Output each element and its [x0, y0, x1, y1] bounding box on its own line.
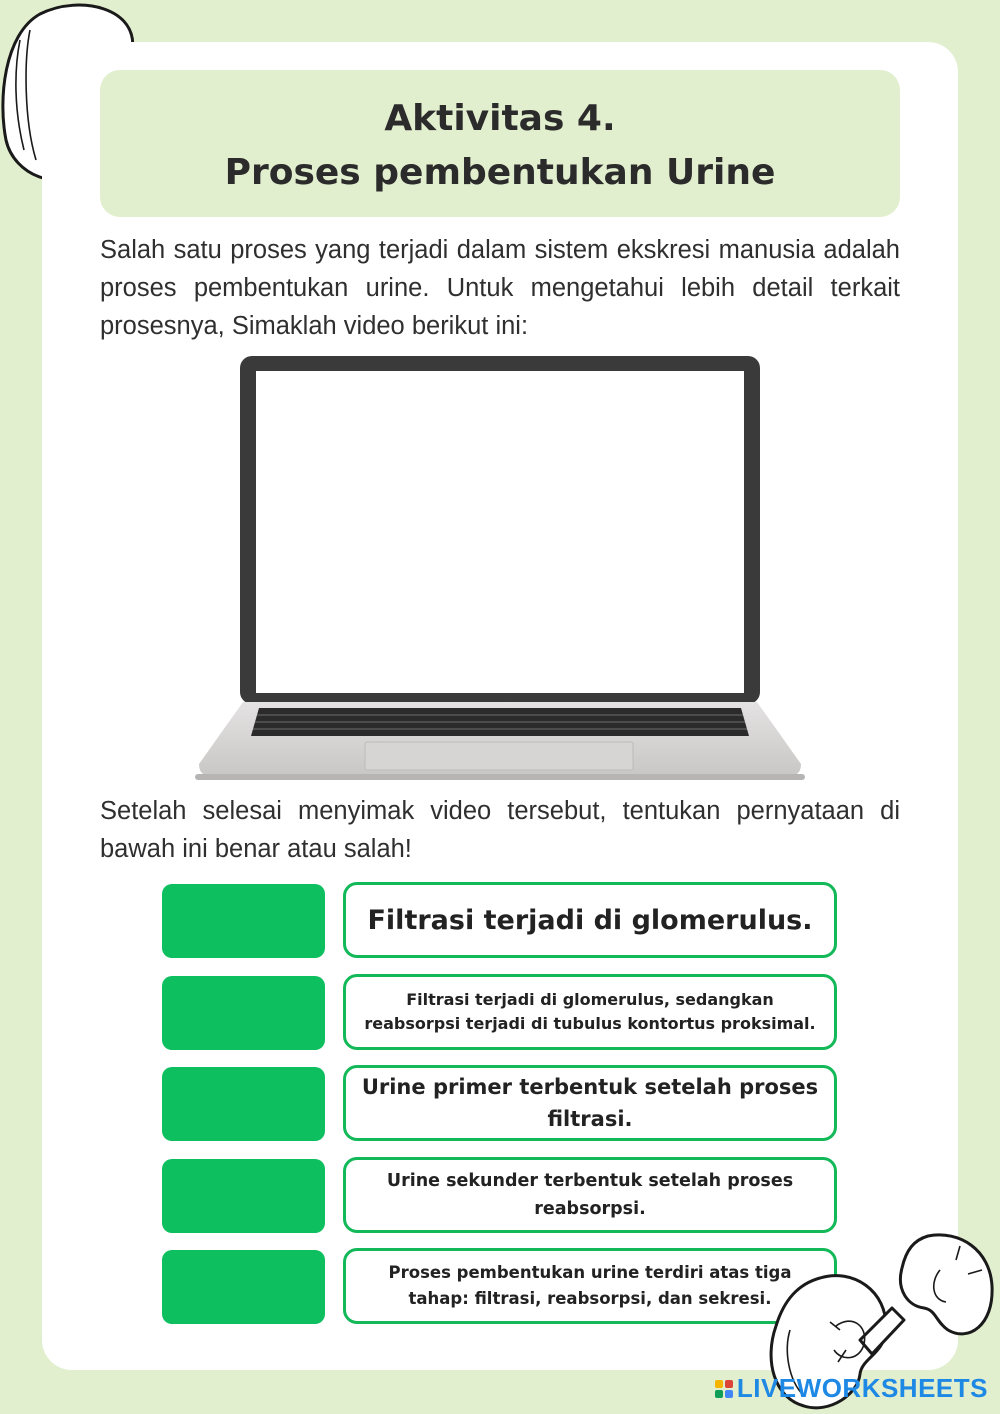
statement-4: Urine sekunder terbentuk setelah proses reabsorpsi. [343, 1157, 837, 1233]
statement-3: Urine primer terbentuk setelah proses filtrasi. [343, 1065, 837, 1141]
activity-title: Proses pembentukan Urine [224, 152, 776, 193]
intro-paragraph: Salah satu proses yang terjadi dalam sistem ekskresi manusia adalah proses pembentukan urine. Untuk mengetahui lebih detail terkait prosesnya, Simaklah video berikut ini: [100, 236, 900, 340]
answer-box-3[interactable] [162, 1067, 325, 1141]
answer-box-1[interactable] [162, 884, 325, 958]
instruction-paragraph: Setelah selesai menyimak video tersebut, tentukan pernyataan di bawah ini benar atau salah! [100, 797, 900, 863]
brand-name: LIVEWORKSHEETS [736, 1373, 988, 1403]
statement-2: Filtrasi terjadi di glomerulus, sedangkan reabsorpsi terjadi di tubulus kontortus proksimal. [343, 974, 837, 1050]
video-screen[interactable] [256, 371, 744, 693]
laptop-video-frame [195, 356, 805, 784]
statement-5: Proses pembentukan urine terdiri atas tiga tahap: filtrasi, reabsorpsi, dan sekresi. [343, 1248, 837, 1324]
liveworksheets-logo-icon [715, 1380, 733, 1398]
answer-box-4[interactable] [162, 1159, 325, 1233]
answer-box-5[interactable] [162, 1250, 325, 1324]
statement-1: Filtrasi terjadi di glomerulus. [343, 882, 837, 958]
activity-number: Aktivitas 4. [384, 98, 616, 139]
answer-box-2[interactable] [162, 976, 325, 1050]
title-banner [100, 70, 900, 217]
liveworksheets-brand [715, 1373, 988, 1404]
